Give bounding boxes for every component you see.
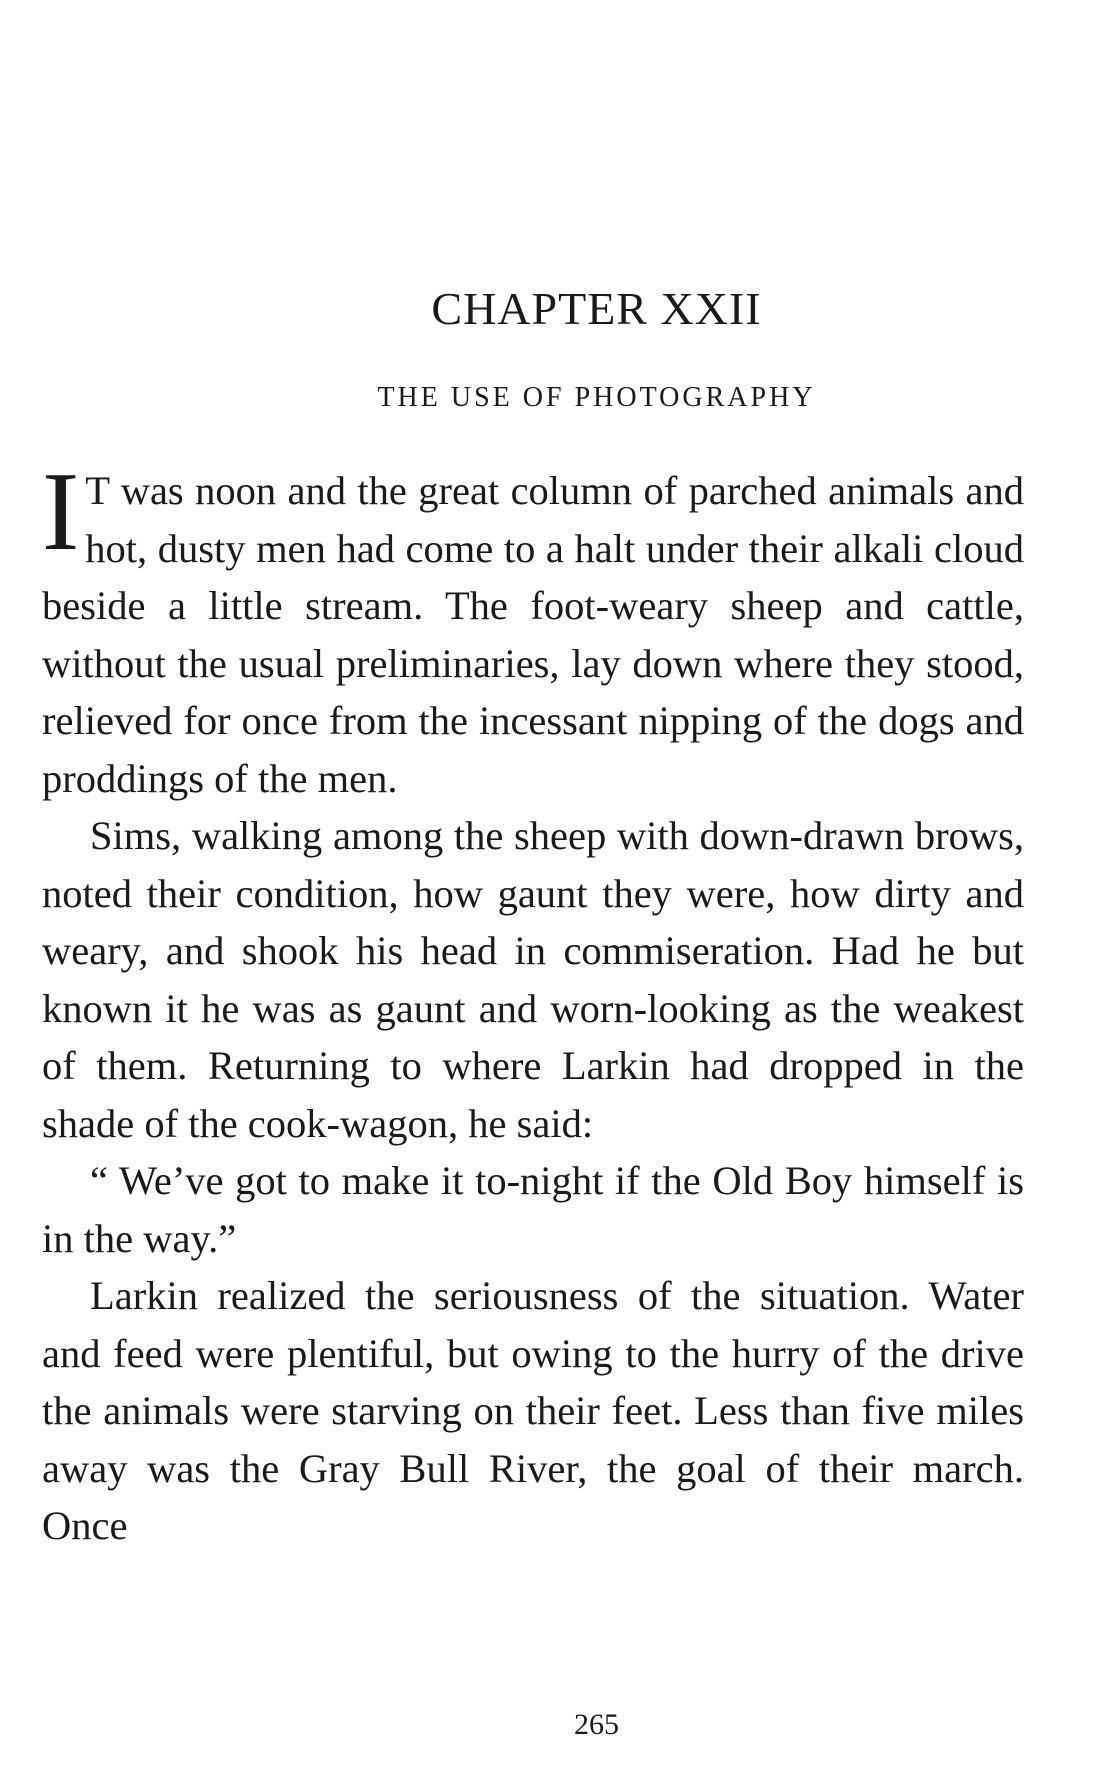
page-number: 265 [574, 1708, 619, 1741]
paragraph-4: Larkin realized the seriousness of the situation. Water and feed were plentiful, but owing to the hurry of the drive the animals were starving on their feet. Less than five miles away was the Gray Bull River, the goal of their march. Once [42, 1273, 1024, 1548]
paragraph-1 [42, 450, 1024, 807]
chapter-title: THE USE OF PHOTOGRAPHY [377, 382, 816, 413]
chapter-number: CHAPTER XXII [431, 283, 762, 334]
paragraph-1-text: T was noon and the great column of parched animals and hot, dusty men had come to a halt under their alkali cloud beside a little stream. The foot-weary sheep and cattle, without the usual preliminaries, lay down where they stood, relieved for once from the incessant nipping of the dogs and proddings of the men. [42, 468, 1024, 801]
paragraph-2: Sims, walking among the sheep with down-drawn brows, noted their condition, how gaunt they were, how dirty and weary, and shook his head in commiseration. Had he but known it he was as gaunt and worn-looking as the weakest of them. Returning to where Larkin had dropped in the shade of the cook-wagon, he said: [42, 813, 1024, 1146]
paragraph-3: “ We’ve got to make it to-night if the Old Boy himself is in the way.” [42, 1158, 1024, 1261]
drop-cap: I [42, 450, 80, 574]
body-text [42, 450, 1024, 1555]
